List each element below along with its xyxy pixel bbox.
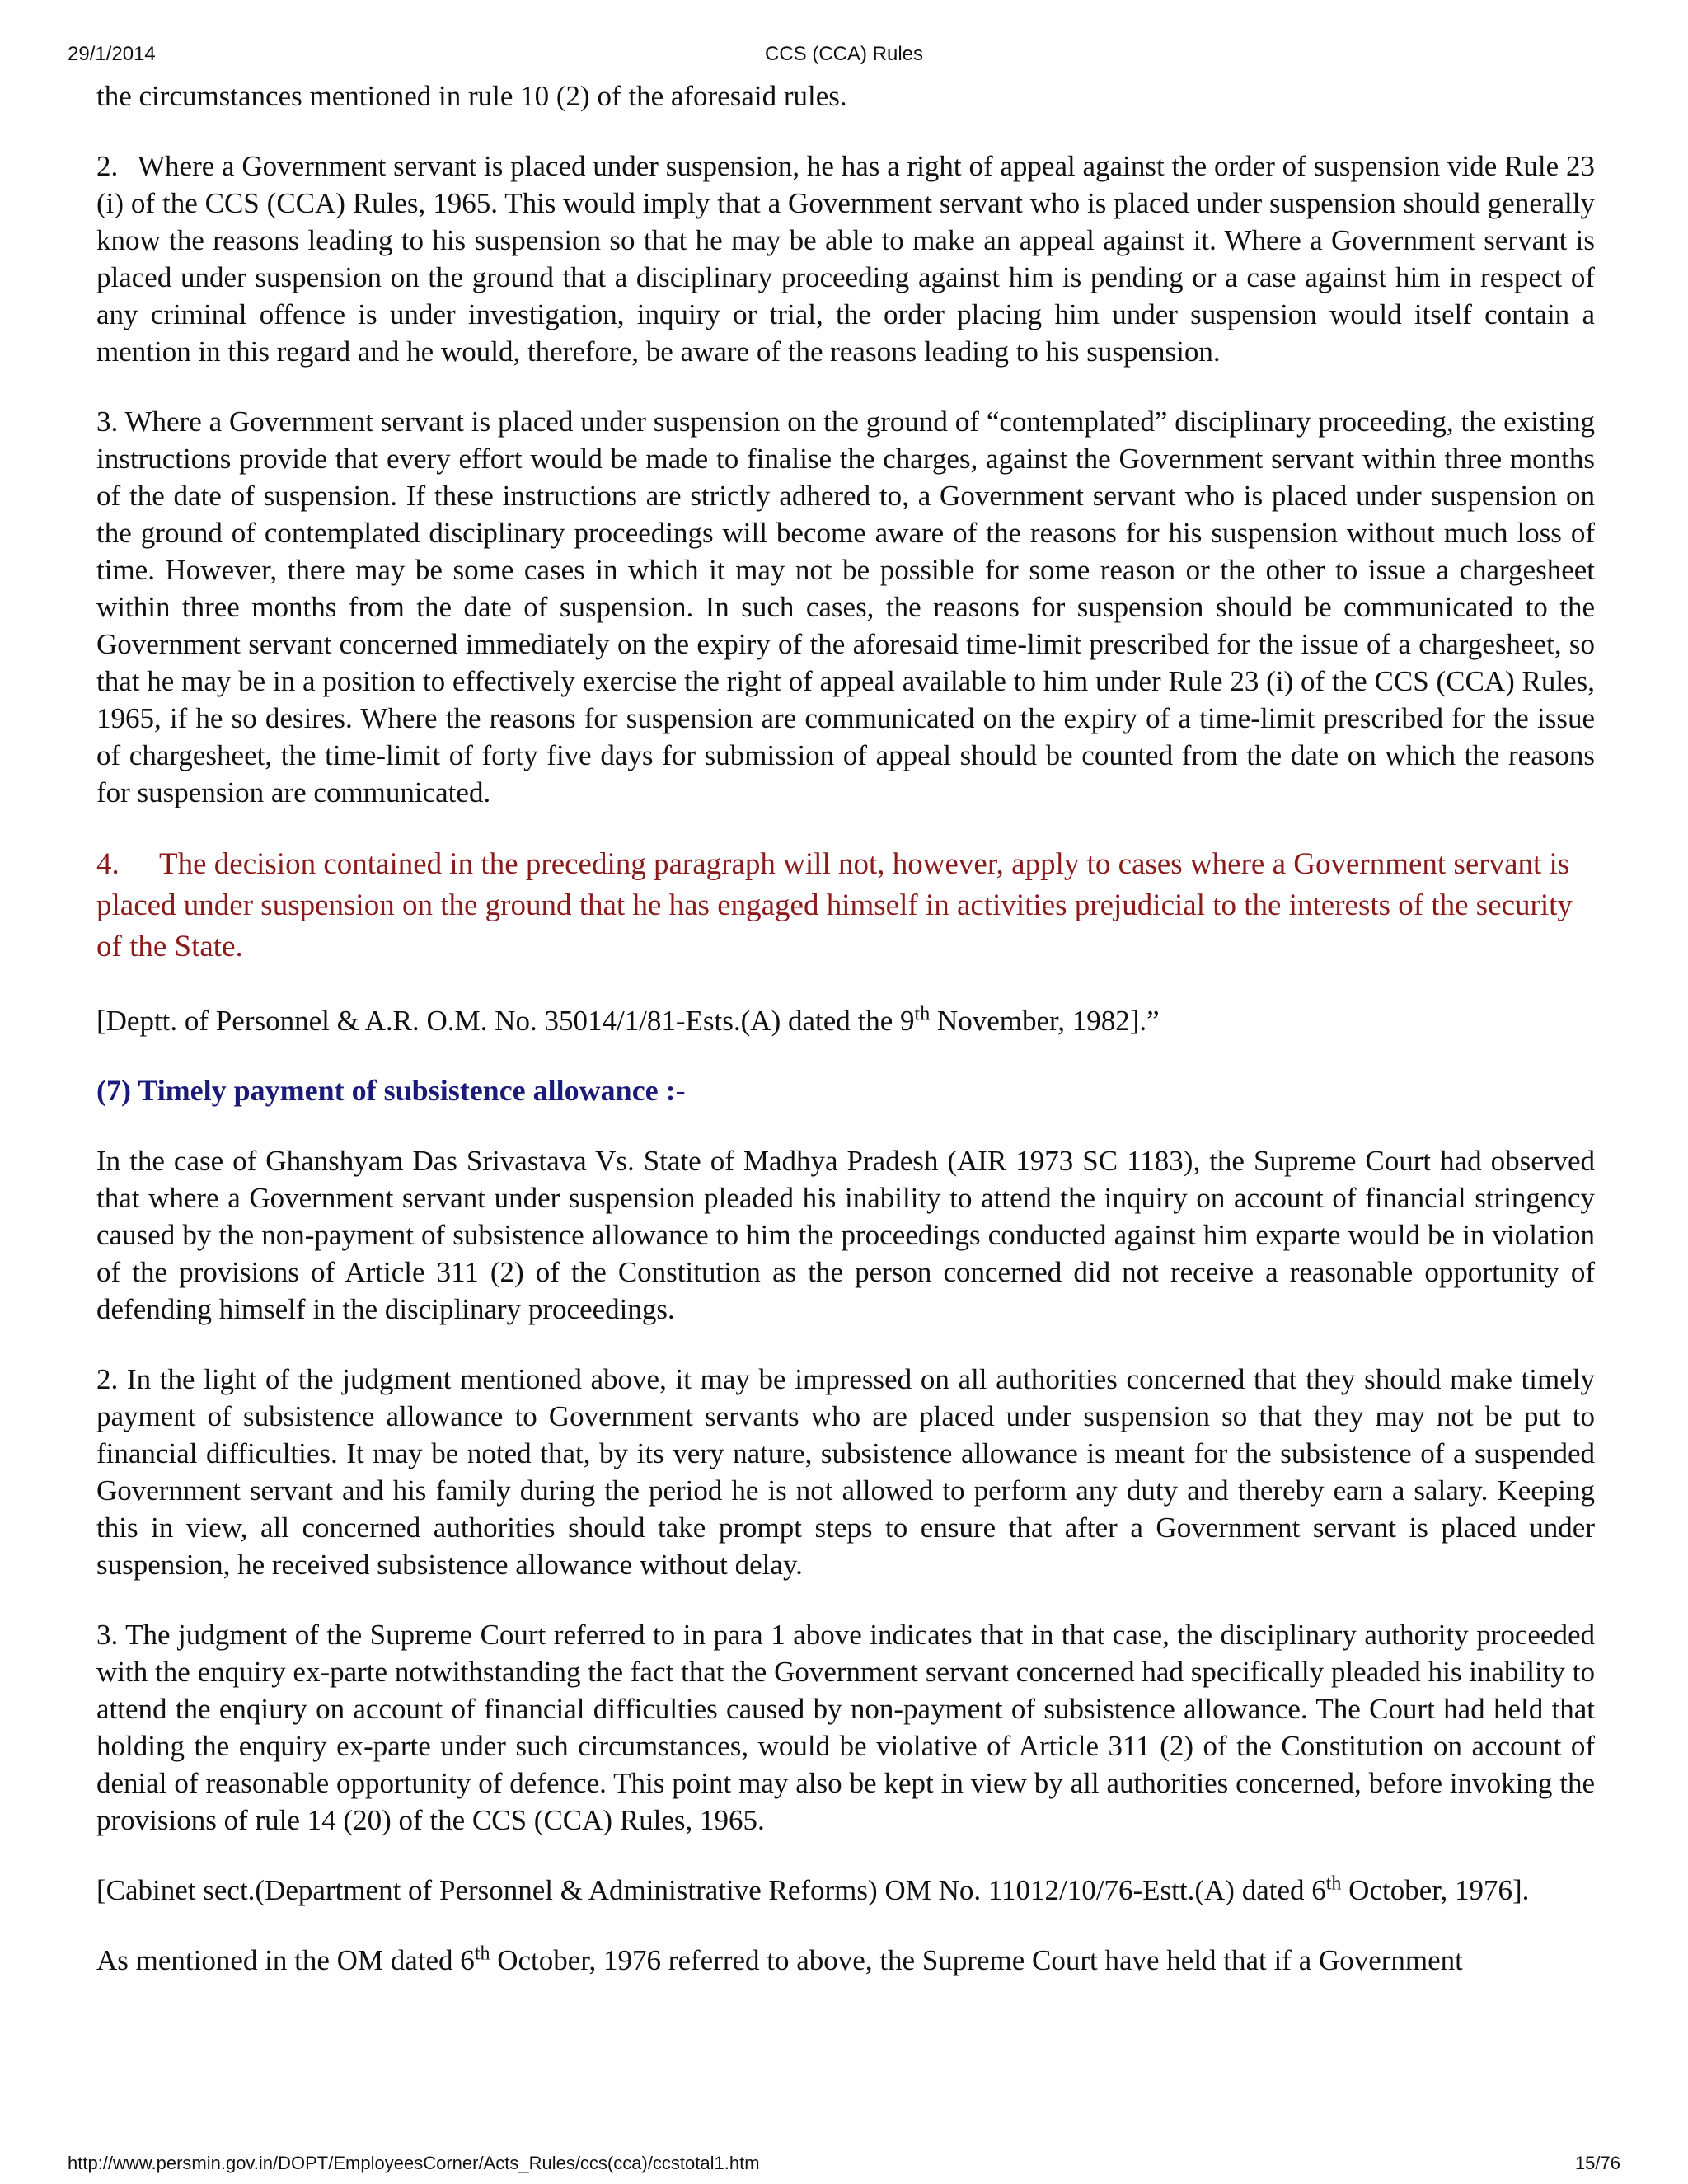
reference-1-sup: th xyxy=(914,1003,931,1025)
reference-2-tail: October, 1976]. xyxy=(1341,1874,1530,1906)
footer-url[interactable]: http://www.persmin.gov.in/DOPT/EmployeesCorner/Acts_Rules/ccs(cca)/ccstotal1.htm xyxy=(68,2153,760,2173)
page-header xyxy=(68,43,1620,71)
paragraph-4 xyxy=(96,844,1595,968)
reference-2 xyxy=(96,1872,1595,1909)
paragraph-as-mentioned-sup: th xyxy=(474,1943,490,1965)
paragraph-as-mentioned-tail: October, 1976 referred to above, the Supreme Court have held that if a Government xyxy=(490,1944,1463,1976)
paragraph-3: 3. Where a Government servant is placed under suspension on the ground of “contemplated” disciplinary proceeding, the existing instructions provide that every effort would be made to finalise the charges, against the Government servant within three months of the date of suspension. If these instructions are strictly adhered to, a Government servant who is placed under suspension on the ground of contemplated disciplinary proceedings will become aware of the reasons for his suspension without much loss of time. However, there may be some cases in which it may not be possible for some reason or the other to issue a chargesheet within three months from the date of suspension. In such cases, the reasons for suspension should be communicated to the Government servant concerned immediately on the expiry of the aforesaid time-limit prescribed for the issue of a chargesheet, so that he may be in a position to effectively exercise the right of appeal available to him under Rule 23 (i) of the CCS (CCA) Rules, 1965, if he so desires. Where the reasons for suspension are communicated on the expiry of a time-limit prescribed for the issue of chargesheet, the time-limit of forty five days for submission of appeal should be counted from the date on which the reasons for suspension are communicated. xyxy=(96,405,1595,808)
reference-1-text: [Deptt. of Personnel & A.R. O.M. No. 35014/1/81-Ests.(A) dated the 9 xyxy=(96,1005,915,1037)
reference-1 xyxy=(96,1002,1595,1039)
paragraph-2-number: 2. xyxy=(96,150,119,182)
reference-2-sup: th xyxy=(1325,1872,1342,1895)
paragraph-supreme-court: 3. The judgment of the Supreme Court referred to in para 1 above indicates that in that case, the disciplinary authority proceeded with the enquiry ex-parte notwithstanding the fact that the Government servant concerned had specifically pleaded his inability to attend the enqiury on account of financial difficulties caused by non-payment of subsistence allowance. The Court had held that holding the enquiry ex-parte under such circumstances, would be violative of Article 311 (2) of the Constitution on account of denial of reasonable opportunity of defence. This point may also be kept in view by all authorities concerned, before invoking the provisions of rule 14 (20) of the CCS (CCA) Rules, 1965. xyxy=(96,1619,1595,1836)
reference-1-tail: November, 1982].” xyxy=(930,1005,1160,1037)
paragraph-as-mentioned-text: As mentioned in the OM dated 6 xyxy=(96,1944,475,1976)
paragraph-2-text: Where a Government servant is placed under suspension, he has a right of appeal against the order of suspension vide Rule 23 (i) of the CCS (CCA) Rules, 1965. This would imply that a Government servant who is placed under suspension should generally know the reasons leading to his suspension so that he may be able to make an appeal against it. Where a Government servant is placed under suspension on the ground that a disciplinary proceeding against him is pending or a case against him in respect of any criminal offence is under investigation, inquiry or trial, the order placing him under suspension would itself contain a mention in this regard and he would, therefore, be aware of the reasons leading to his suspension. xyxy=(96,150,1595,368)
paragraph-ghanshyam: In the case of Ghanshyam Das Srivastava Vs. State of Madhya Pradesh (AIR 1973 SC 1183), the Supreme Court had observed that where a Government servant under suspension pleaded his inability to attend the inquiry on account of financial stringency caused by the non-payment of subsistence allowance to him the proceedings conducted against him exparte would be in violation of the provisions of Article 311 (2) of the Constitution as the person concerned did not receive a reasonable opportunity of defending himself in the disciplinary proceedings. xyxy=(96,1145,1595,1325)
document-body xyxy=(96,77,1595,1979)
page-footer xyxy=(68,2153,1620,2177)
paragraph-2 xyxy=(96,148,1595,370)
paragraph-continuation: the circumstances mentioned in rule 10 (2) of the aforesaid rules. xyxy=(96,80,847,112)
reference-2-text: [Cabinet sect.(Department of Personnel & Administrative Reforms) OM No. 11012/10/76-Estt.(A) dated 6 xyxy=(96,1874,1326,1906)
header-title: CCS (CCA) Rules xyxy=(764,43,924,65)
paragraph-4-text: The decision contained in the preceding paragraph will not, however, apply to cases where a Government servant is placed under suspension on the ground that he has engaged himself in activities prejudicial to the interests of the security of the State. xyxy=(96,847,1573,963)
section-heading: (7) Timely payment of subsistence allowance :- xyxy=(96,1074,686,1107)
paragraph-4-number: 4. xyxy=(96,847,120,881)
paragraph-as-mentioned xyxy=(96,1942,1595,1979)
page-number: 15/76 xyxy=(1574,2153,1620,2173)
paragraph-timely-payment: 2. In the light of the judgment mentioned above, it may be impressed on all authorities concerned that they should make timely payment of subsistence allowance to Government servants who are placed under suspension so that they may not be put to financial difficulties. It may be noted that, by its very nature, subsistence allowance is meant for the subsistence of a suspended Government servant and his family during the period he is not allowed to perform any duty and thereby earn a salary. Keeping this in view, all concerned authorities should take prompt steps to ensure that after a Government servant is placed under suspension, he received subsistence allowance without delay. xyxy=(96,1363,1595,1581)
header-date: 29/1/2014 xyxy=(68,43,156,65)
